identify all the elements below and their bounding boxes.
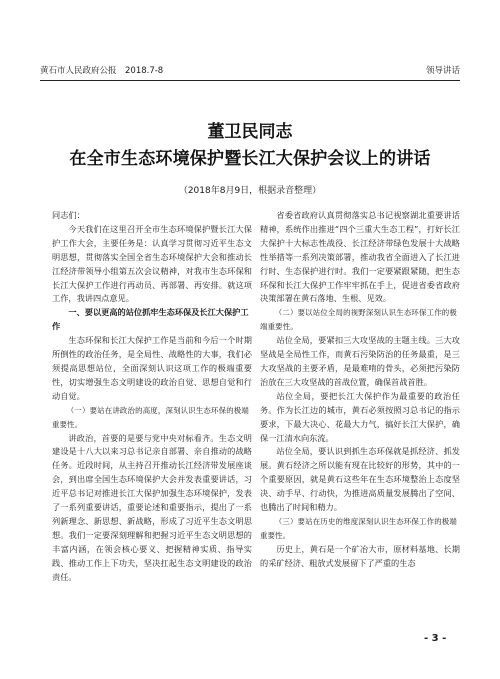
section-heading: 一、要以更高的站位抓牢生态环保及长江大保护工作	[52, 307, 249, 332]
right-column	[260, 209, 460, 571]
body-paragraph: 生态环保和长江大保护工作是当前和今后一个时期所倒性的政治任务，是全局性、战略性的大事，我们必须提高思想站位，全面深刻认识这项工作的极端重要性，切实增强生态文明建设的政治自觉、思想自觉和行动自觉。	[52, 335, 252, 401]
subsection-heading: （三）要站在历史的维度深刻认识生态环保工作的极端重要性。	[260, 516, 457, 540]
body-paragraph: 省委省政府认真贯彻落实总书记视察湖北重要讲话精神，系统作出推进“四个三重大生态工程”，打好长江大保护十大标志性战役、长江经济带绿色发展十大战略性举措等一系列决策部署，推动我省全面进入了长江进行时、生态保护进行时。我们一定要紧跟紧随，把生态环保和长江大保护工作牢牢抓在手上，促进省委省政府决策部署在黄石落地、生根、见效。	[260, 210, 460, 304]
subsection-heading: （一）要站在讲政治的高度，深刻认识生态环保的极端重要性。	[52, 405, 249, 429]
body-paragraph: 历史上，黄石是一个矿冶大市，原材料基地、长期的采矿经济、粗放式发展留下了严重的生态	[260, 543, 460, 568]
body-paragraph: 今天我们在这里召开全市生态环境保护暨长江大保护工作大会，主要任务是：认真学习贯彻习近平生态文明思想，贯彻落实全国全省生态环境保护大会和推动长江经济带领导小组第五次会议精神，对我市生态环保和长江大保护工作进行再动员、再部署、再安排。就这项工作，我讲四点意见。	[52, 223, 252, 304]
body-paragraph: 站位全局，要把长江大保护作为最重要的政治任务。作为长江边的城市，黄石必须按照习总书记的指示要求，下最大决心、花最大力气，搞好长江大保护，确保一江清水向东流。	[260, 390, 460, 443]
section-name: 领导讲话	[425, 66, 460, 76]
running-header	[40, 64, 460, 78]
subsection-heading: （二）要以站位全局的视野深刻认识生态环保工作的极端重要性。	[260, 308, 457, 332]
publication-name: 黄石市人民政府公报 2018.7-8	[40, 66, 164, 76]
speech-title: 在全市生态环境保护暨长江大保护会议上的讲话	[69, 149, 431, 169]
header-divider	[40, 80, 460, 81]
salutation: 同志们：	[52, 210, 85, 220]
page-number: - 3 -	[424, 633, 447, 644]
left-column	[52, 209, 252, 584]
speaker-title: 董卫民同志	[207, 122, 293, 142]
body-paragraph: 讲政治，首要的是要与党中央对标看齐。生态文明建设是十八大以来习总书记亲自部署、亲自推动的战略任务。近段时间，从主持召开推动长江经济带发展座谈会，到出席全国生态环境保护大会并发表重要讲话，习近平总书记对推进长江大保护加强生态环境保护，发表了一系列重要讲话，重要论述和重要指示，提出了一系列新理念、新思想、新战略，形成了习近平生态文明思想。我们一定要深刻理解和把握习近平生态文明思想的丰富内涵，在领会核心要义、把握精神实质、指导实践、推动工作上下功夫，坚决扛起生态文明建设的政治责任。	[52, 432, 252, 582]
body-paragraph: 站位全局，要认识到抓生态环保就是抓经济、抓发展。黄石经济之所以能有现在比较好的形势，其中的一个重要原因，就是黄石这些年在生态环境整治上态度坚决、动手早、行动快，为推进高质量发展腾出了空间、也腾出了时间和精力。	[260, 446, 460, 513]
speech-date-note: （2018年8月9日，根据录音整理）	[178, 186, 322, 196]
body-paragraph: 站位全局，要紧扣三大攻坚战的主题主线。三大攻坚战是全局性工作，而黄石污染防治的任务最重，是三大攻坚战的主要矛盾，是最难啃的骨头，必须把污染防治放在三大攻坚战的首战位置，确保首战首胜。	[260, 335, 460, 387]
